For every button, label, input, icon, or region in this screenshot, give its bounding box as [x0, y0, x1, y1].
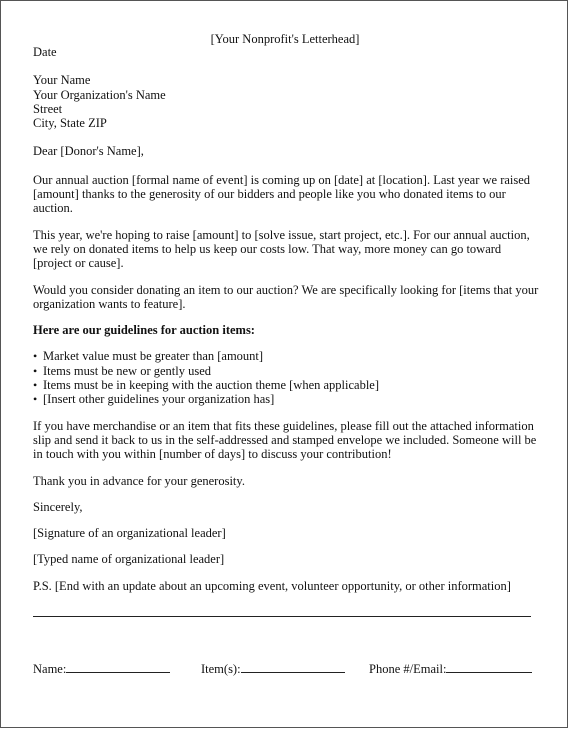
- letterhead-placeholder: [Your Nonprofit's Letterhead]: [210, 32, 360, 46]
- paragraph-intro: Our annual auction [formal name of event] is coming up on [date] at [location]. Last year we raised [amount] thanks to the generosity of our bidders and people like you who donated items to our auction.: [33, 172, 531, 216]
- items-label: Item(s):: [201, 662, 241, 676]
- guidelines-heading: Here are our guidelines for auction items:: [33, 323, 255, 338]
- phone-email-field[interactable]: [369, 662, 532, 676]
- items-blank[interactable]: [241, 662, 345, 673]
- paragraph-goal: This year, we're hoping to raise [amount] to [solve issue, start project, etc.]. For our annual auction, we rely on donated items to help us keep our costs low. That way, more money can go toward [project or cause].: [33, 227, 530, 271]
- sender-name: Your Name: [33, 73, 91, 88]
- postscript: P.S. [End with an update about an upcoming event, volunteer opportunity, or other information]: [33, 578, 511, 593]
- guideline-item: • Items must be new or gently used: [33, 364, 543, 378]
- phone-email-blank[interactable]: [446, 662, 532, 673]
- date-line: Date: [33, 45, 57, 59]
- salutation: Dear [Donor's Name],: [33, 144, 144, 159]
- items-field[interactable]: [201, 662, 345, 676]
- guideline-item: • [Insert other guidelines your organization has]: [33, 392, 543, 406]
- name-label: Name:: [33, 662, 67, 676]
- phone-email-label: Phone #/Email:: [369, 662, 447, 676]
- typed-name-placeholder: [Typed name of organizational leader]: [33, 552, 225, 567]
- name-field[interactable]: [33, 662, 170, 676]
- guideline-item: • Items must be in keeping with the auction theme [when applicable]: [33, 378, 543, 392]
- paragraph-request: Would you consider donating an item to our auction? We are specifically looking for [items that your organization wants to feature].: [33, 282, 539, 311]
- paragraph-followup: If you have merchandise or an item that fits these guidelines, please fill out the attached information slip and send it back to us in the self-addressed and stamped envelope we included. Someone will be in touch with you within [number of days] to discuss your contribution!: [33, 418, 537, 462]
- cut-line-divider: [33, 616, 531, 617]
- sender-street: Street: [33, 101, 63, 116]
- sender-city: City, State ZIP: [33, 116, 107, 131]
- name-blank[interactable]: [66, 662, 170, 673]
- guideline-item: • Market value must be greater than [amount]: [33, 349, 543, 363]
- thanks-line: Thank you in advance for your generosity.: [33, 473, 245, 488]
- letter-body: [33, 45, 543, 617]
- signature-placeholder: [Signature of an organizational leader]: [33, 526, 226, 541]
- closing-line: Sincerely,: [33, 499, 83, 514]
- sender-organization: Your Organization's Name: [33, 87, 166, 102]
- guidelines-list: [33, 349, 543, 406]
